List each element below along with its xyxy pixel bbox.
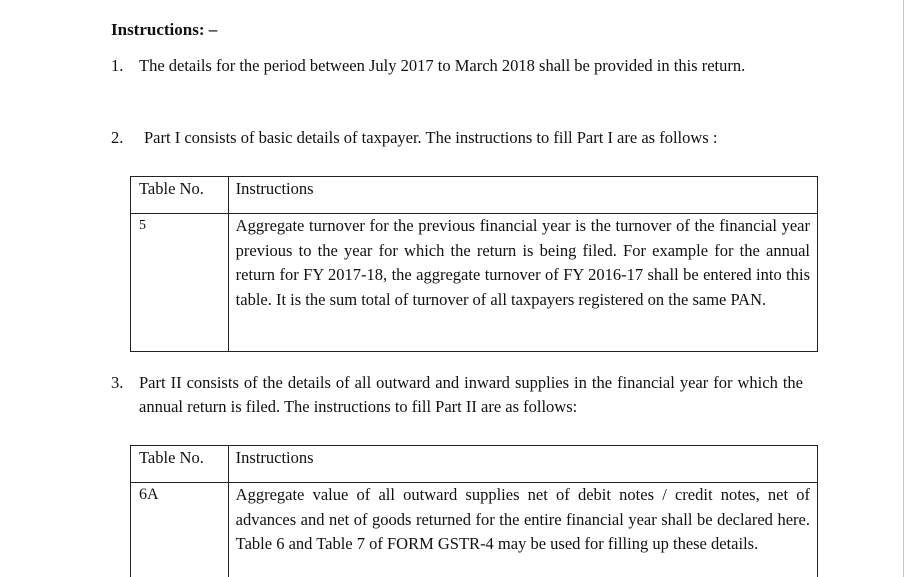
table-header-row (131, 177, 818, 214)
part-1-instructions-table (130, 176, 818, 352)
list-number: 1. (111, 56, 124, 75)
header-table-no: Table No. (131, 446, 229, 483)
list-text: Part II consists of the details of all outward and inward supplies in the financial year for which the annual return is filed. The instructions to fill Part II are as follows: (139, 373, 803, 416)
header-instructions: Instructions (228, 446, 817, 483)
instructions-heading: Instructions: – (111, 20, 218, 39)
header-table-no: Table No. (131, 177, 229, 214)
list-number: 3. (111, 373, 124, 392)
page-edge-divider (903, 0, 904, 577)
cell-instruction: Aggregate turnover for the previous financial year is the turnover of the financial year previous to the year for which the return is being filed. For example for the annual return for FY 2017-18, the aggregate turnover of FY 2016-17 shall be entered into this table. It is the sum total of turnover of all taxpayers registered on the same PAN. (228, 214, 817, 352)
list-text: Part I consists of basic details of taxpayer. The instructions to fill Part I are as follows : (144, 128, 718, 147)
part-2-instructions-table (130, 445, 818, 577)
cell-table-no: 6A (131, 483, 229, 577)
header-instructions: Instructions (228, 177, 817, 214)
cell-table-no: 5 (131, 214, 229, 352)
table-header-row (131, 446, 818, 483)
list-number: 2. (111, 128, 124, 147)
table-row (131, 214, 818, 352)
cell-instruction: Aggregate value of all outward supplies net of debit notes / credit notes, net of advances and net of goods returned for the entire financial year shall be declared here. Table 6 and Table 7 of FORM GSTR-4 may be used for filling up these details. (228, 483, 817, 577)
list-text: The details for the period between July 2017 to March 2018 shall be provided in this return. (139, 56, 746, 75)
table-row (131, 483, 818, 577)
